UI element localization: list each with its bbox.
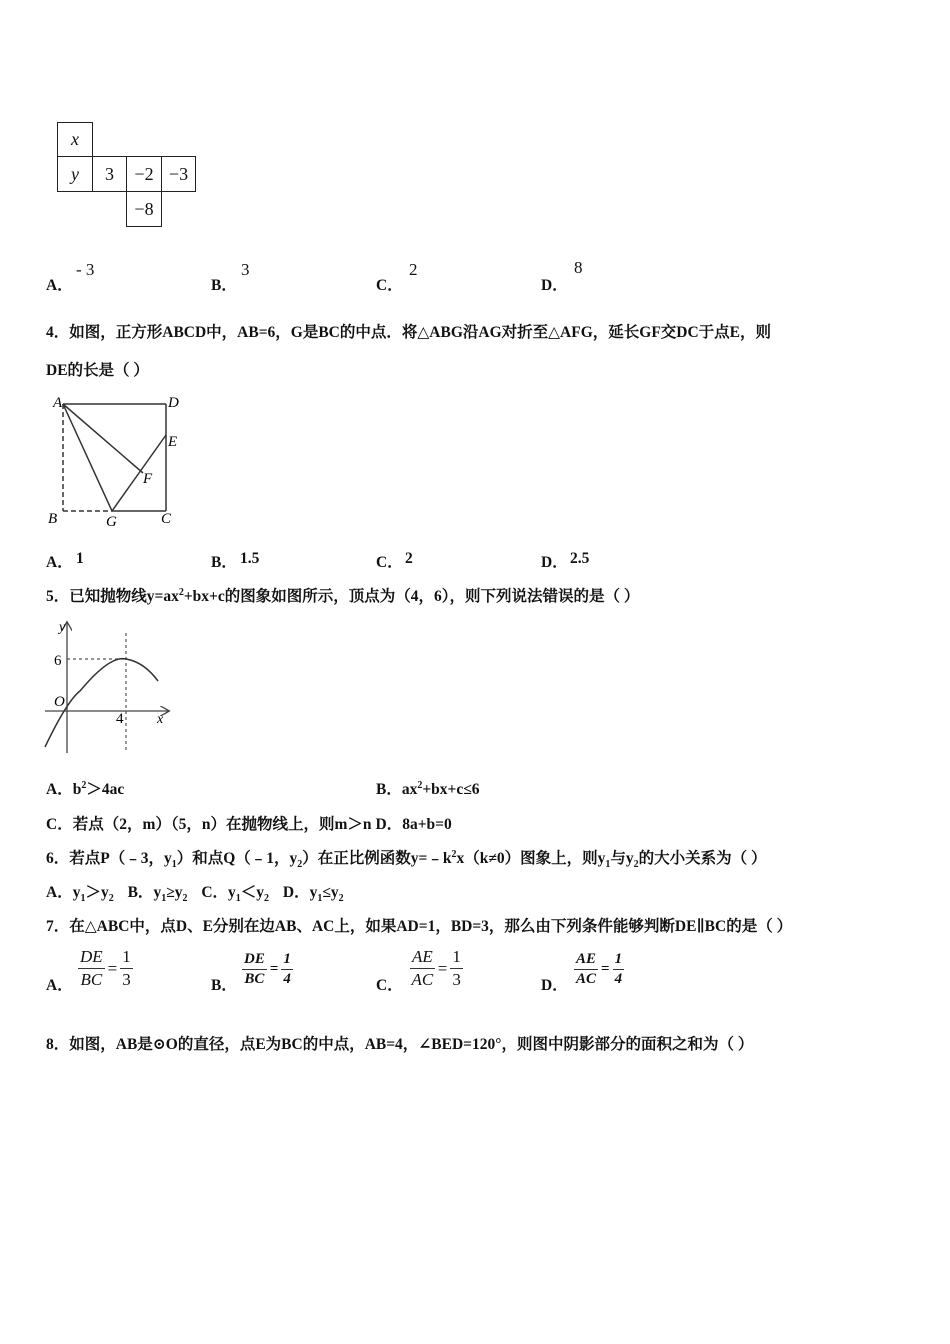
- option-letter: B．: [211, 977, 237, 994]
- frac-den: BC: [244, 971, 265, 987]
- option-sub: 1: [161, 893, 167, 905]
- option-sub: 2: [338, 893, 344, 905]
- q6-stem: [46, 846, 767, 870]
- q6-sub: 1: [171, 859, 177, 871]
- option-letter: A．: [46, 781, 73, 798]
- frac-den: AC: [576, 971, 597, 987]
- frac-num: 1: [120, 947, 133, 969]
- option-d-text: D．8a+b=0: [375, 816, 452, 833]
- option-letter: C．: [376, 554, 403, 571]
- q6-option-b: [127, 884, 188, 905]
- option-text: y: [309, 884, 318, 901]
- q6-sub: 2: [297, 859, 303, 871]
- frac-num: AE: [410, 947, 435, 969]
- option-text: y: [72, 884, 81, 901]
- option-text: ＜y: [240, 884, 265, 901]
- frac-den: 3: [452, 970, 461, 989]
- option-value: 2: [409, 260, 418, 279]
- table-cell: 3: [92, 156, 127, 192]
- option-letter: A．: [46, 277, 73, 294]
- q5-stem-post: +bx+c的图象如图所示，顶点为（4，6），则下列说法错误的是（ ）: [183, 588, 640, 605]
- label-origin: O: [54, 694, 65, 710]
- square-fold-figure: [40, 390, 190, 530]
- table-cell: −2: [126, 156, 162, 192]
- q6-sub: 1: [605, 859, 611, 871]
- option-letter: C．: [201, 884, 229, 901]
- option-letter: A．: [46, 977, 73, 994]
- frac-num: 1: [281, 951, 293, 970]
- option-value: 2.5: [570, 550, 590, 567]
- frac-eq: =: [269, 961, 279, 977]
- option-text: y: [153, 884, 162, 901]
- option-value: 1: [76, 550, 84, 567]
- q5-stem: [46, 584, 639, 606]
- option-text: ＞y: [85, 884, 109, 901]
- option-letter: D．: [541, 977, 568, 994]
- q6-text: 的大小关系为（ ）: [638, 850, 767, 867]
- parabola-graph: [40, 615, 180, 760]
- q5-option-b: [376, 777, 480, 799]
- option-letter: A．: [46, 884, 73, 901]
- q5-stem-sup: 2: [178, 586, 184, 598]
- frac-num: 1: [613, 951, 625, 970]
- q6-option-d: [282, 884, 344, 905]
- option-value: 3: [241, 260, 250, 279]
- q6-text: x（k≠0）图象上，则y: [456, 850, 606, 867]
- q5-option-a: [46, 777, 124, 799]
- option-sub: 2: [264, 893, 270, 905]
- frac-den: 3: [122, 970, 131, 989]
- q7-stem: 7．在△ABC中，点D、E分别在边AB、AC上，如果AD=1，BD=3，那么由下列条件能够判断DE∥BC的是（ ）: [46, 918, 793, 935]
- option-sub: 1: [235, 893, 241, 905]
- q6-text: ）在正比例函数y=﹣k: [302, 850, 452, 867]
- option-sup: 2: [81, 779, 87, 791]
- q5-option-cd: [46, 812, 452, 834]
- table-below-cell: −8: [126, 191, 162, 227]
- frac-den: BC: [80, 970, 103, 989]
- label-six: 6: [54, 653, 62, 669]
- option-value: 2: [405, 550, 413, 567]
- q6-text: 6．若点P（﹣3，y: [46, 850, 172, 867]
- option-letter: B．: [127, 884, 154, 901]
- option-text: ≤y: [322, 884, 339, 901]
- option-letter: B．: [211, 277, 237, 294]
- table-y-label: y: [57, 156, 93, 192]
- q6-sup: 2: [451, 848, 457, 860]
- option-sub: 1: [317, 893, 323, 905]
- option-letter: C．: [376, 277, 403, 294]
- q6-sub: 2: [633, 859, 639, 871]
- frac-den: AC: [411, 970, 434, 989]
- label-c: C: [161, 511, 172, 527]
- frac-num: AE: [574, 951, 598, 970]
- label-g: G: [106, 514, 117, 530]
- q7-option-d-fraction: [574, 951, 624, 988]
- q4-stem-line2: DE的长是（ ）: [46, 362, 149, 379]
- label-x: x: [157, 712, 164, 727]
- frac-num: 1: [450, 947, 463, 969]
- label-e: E: [168, 434, 178, 450]
- option-letter: A．: [46, 554, 73, 571]
- frac-eq: =: [437, 958, 448, 978]
- q6-option-c: [201, 884, 270, 905]
- label-y: y: [59, 620, 66, 635]
- option-letter: D．: [541, 554, 568, 571]
- option-text: b: [72, 781, 82, 798]
- q6-options: [46, 880, 344, 904]
- option-sub: 2: [108, 893, 114, 905]
- option-sub: 1: [80, 893, 86, 905]
- table-cell: −3: [161, 156, 196, 192]
- option-letter: B．: [376, 781, 402, 798]
- label-f: F: [143, 471, 153, 487]
- frac-eq: =: [107, 958, 118, 978]
- option-c-text: C．若点（2，m）（5，n）在抛物线上，则m＞n: [46, 816, 372, 833]
- q8-stem: 8．如图，AB是⊙O的直径，点E为BC的中点，AB=4，∠BED=120°，则图中阴影部分的面积之和为（ ）: [46, 1036, 754, 1053]
- option-value: 1.5: [240, 550, 260, 567]
- option-letter: D．: [282, 884, 310, 901]
- label-b: B: [48, 511, 58, 527]
- q7-option-b-fraction: [242, 951, 293, 988]
- option-letter: C．: [376, 977, 403, 994]
- frac-den: 4: [283, 971, 291, 987]
- q4-stem-line1: 4．如图，正方形ABCD中，AB=6，G是BC的中点．将△ABG沿AG对折至△AFG，延长GF交DC于点E，则: [46, 324, 772, 341]
- option-text: ≥y: [166, 884, 183, 901]
- option-text: ax: [401, 781, 418, 798]
- option-sub: 2: [182, 893, 188, 905]
- frac-eq: =: [601, 961, 610, 977]
- option-text: ＞4ac: [86, 781, 125, 798]
- q6-option-a: [46, 884, 114, 905]
- option-value: - 3: [76, 260, 95, 279]
- label-a: A: [53, 395, 63, 411]
- option-value: 8: [574, 258, 583, 277]
- q6-text: 与y: [610, 850, 634, 867]
- frac-den: 4: [614, 971, 623, 987]
- label-d: D: [168, 395, 179, 411]
- option-letter: D．: [541, 277, 568, 294]
- label-four: 4: [116, 711, 124, 727]
- frac-num: DE: [242, 951, 267, 970]
- option-text: y: [228, 884, 236, 901]
- table-x-label: x: [57, 122, 93, 157]
- frac-num: DE: [78, 947, 105, 969]
- q6-text: ）和点Q（﹣1，y: [176, 850, 298, 867]
- option-text: +bx+c≤6: [422, 781, 480, 798]
- option-sup: 2: [417, 779, 423, 791]
- q5-stem-pre: 5．已知抛物线y=ax: [46, 588, 179, 605]
- q7-option-a-fraction: [78, 947, 133, 990]
- option-letter: B．: [211, 554, 237, 571]
- q7-option-c-fraction: [410, 947, 463, 990]
